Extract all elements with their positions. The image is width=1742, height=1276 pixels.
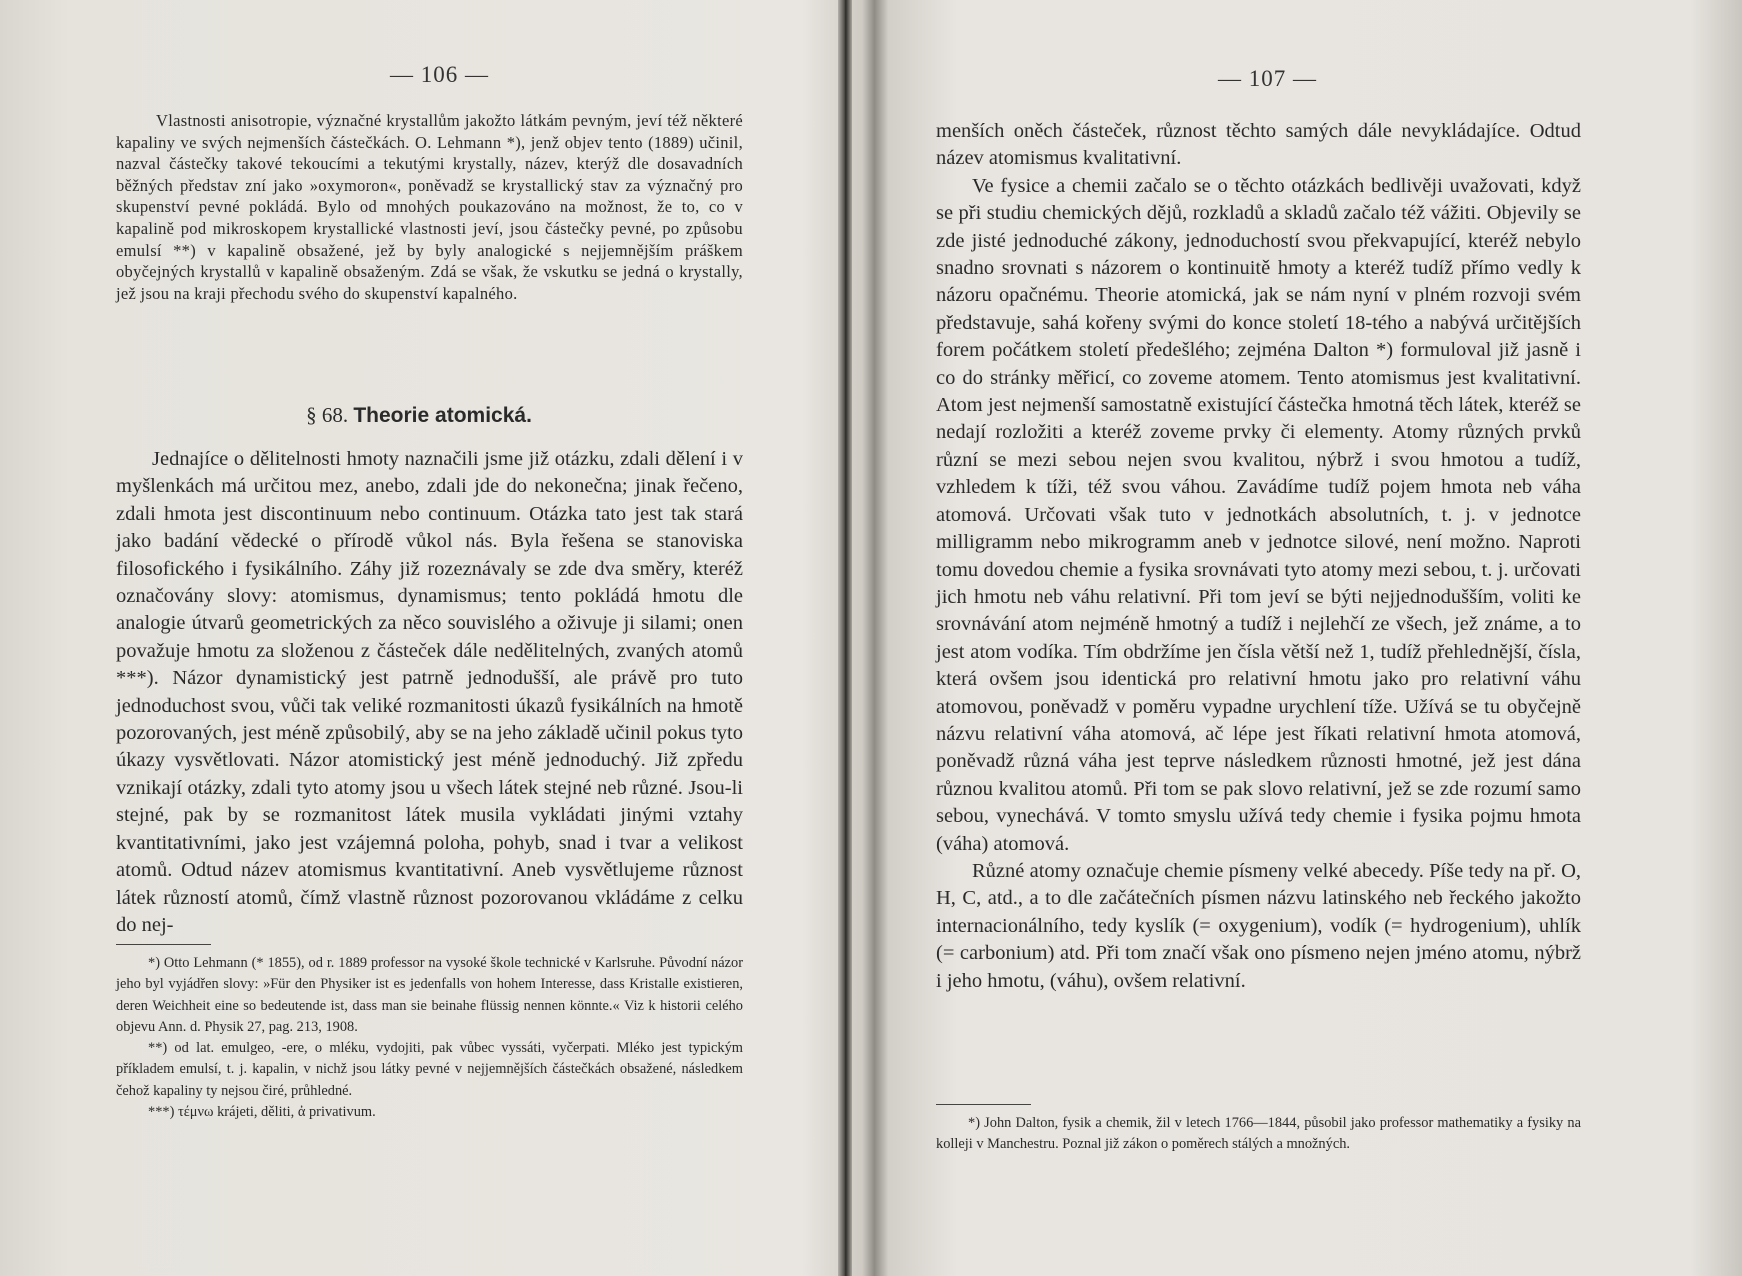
left-page [0, 0, 838, 1276]
footnotes-left [116, 953, 743, 1123]
footnote-dalton: *) John Dalton, fysik a chemik, žil v letech 1766—1844, působil jako professor mathematiky a fysiky na kolleji v Manchestru. Poznal již zákon o poměrech stálých a množných. [936, 1115, 1581, 1153]
paragraph-2: Ve fysice a chemii začalo se o těchto otázkách bedlivěji uvažovati, když se při studiu chemických dějů, rozkladů a skladů začalo též vážiti. Objevily se zde jisté jednoduché zákony, jednoduchostí svou překvapující, kteréž nebylo snadno srovnati s názorem o kontinuitě hmoty a kteréž tudíž přímo vedly k názoru opačnému. Theorie atomická, jak se nám nyní v plném rozvoji svém představuje, sahá kořeny svými do konce století 18-tého a nabývá určitějších forem počátkem století předešlého; zejména Dalton *) formuloval již jasně i co do stránky měřicí, co zoveme atomem. Tento atomismus jest kvalitativní. Atom jest nejmenší samostatně existující částečka hmotná těch látek, kteréž se nedají rozložiti a kteréž zoveme prvky či elementy. Atomy různých prvků různí se mezi sebou nejen svou kvalitou, nýbrž i svou hmotou a tudíž, vzhledem k tíži, též svou váhou. Zavádíme tudíž pojem hmota neb váha atomová. Určovati však tuto v jednotkách absolutních, t. j. v jednotce milligramm nebo mikrogramm aneb v jednotce silové, není možno. Naproti tomu dovedou chemie a fysika srovnávati tyto atomy mezi sebou, t. j. určovati jich hmotu neb váhu relativní. Při tom jeví se býti nejjednodušším, voliti ke srovnávání atom nejméně hmotný a tudíž i nejlehčí ze všech, jež známe, a to jest atom vodíka. Tím obdržíme jen čísla větší než 1, tudíž přehlednější, čísla, která ovšem jsou identická pro relativní hmotu jako pro relativní váhu atomovou, poněvadž v poměru vypadne urychlení tíže. Užívá se tu obyčejně názvu relativní váha atomová, ač lépe jest říkati relativní hmota atomová, poněvadž různá váha jest teprve následkem různosti hmotné, jež jest dána různou kvalitou atomů. Při tom se pak slovo relativní, jež se zde rozumí samo sebou, vynechává. V tomto smyslu užívá tedy chemie i fysika pojmu hmota (váha) atomová. [936, 174, 1581, 855]
footnote-3: ***) τέμνω krájeti, děliti, ἀ privativum. [148, 1104, 376, 1121]
paragraph-3: Různé atomy označuje chemie písmeny velké abecedy. Píše tedy na př. O, H, C, atd., a to dle začátečních písmen názvu latinského neb řeckého jakožto internacionálního, tedy kyslík (= oxygenium), vodík (= hydrogenium), uhlík (= carbonium) atd. Při tom značí však ono písmeno nejen jméno atomu, nýbrž i jeho hmotu, (váhu), ovšem relativní. [936, 859, 1581, 992]
page-number-left: — 106 — [390, 62, 489, 87]
right-text-block [936, 118, 1581, 995]
footnote-rule-right [936, 1104, 1031, 1105]
footnote-2: **) od lat. emulgeo, -ere, o mléku, vydojiti, pak vůbec vyssáti, vyčerpati. Mléko jest typickým příkladem emulsí, t. j. kapalin, v nichž jsou látky pevné v nejjemnějších částečkách obsažené, následkem čehož kapaliny ty nejsou čiré, průhledné. [116, 1040, 743, 1099]
main-paragraph-block [116, 446, 743, 939]
intro-paragraph: Vlastnosti anisotropie, význačné krystallům jakožto látkám pevným, jeví též některé kapaliny ve svých nejmenších částečkách. O. Lehmann *), jenž objev tento (1889) učinil, nazval částečky takové tekoucími a tekutými krystally, název, kterýž dle dosavadních běžných představ zní jako »oxymoron«, poněvadž se krystallický stav za význačný pro skupenství pevné pokládá. Bylo od mnohých poukazováno na možnost, že to, co v kapalině pod mikroskopem krystallické vlastnosti jeví, jsou částečky pevné, po způsobu emulsí **) v kapalině obsažené, jež by byly analogické s nejjemnějším práškem obyčejných krystallů v kapalině obsaženým. Zdá se však, že vskutku se jedná o krystally, jež jsou na kraji přechodu svého do skupenství kapalného. [116, 111, 743, 303]
intro-paragraph-block [116, 110, 743, 304]
continuation-paragraph: menších oněch částeček, různost těchto samých dále nevykládajíce. Odtud název atomismus kvalitativní. [936, 120, 1581, 170]
footnote-1: *) Otto Lehmann (* 1855), od r. 1889 professor na vysoké škole technické v Karlsruhe. Původní názor jeho byl vyjádřen slovy: »Für den Physiker ist es jedenfalls von hohem Interesse, dass Kristalle existieren, deren Weichheit eine so bedeutende ist, dass man sie beinahe flüssig nennen könnte.« Viz k historii celého objevu Ann. d. Physik 27, pag. 213, 1908. [116, 955, 743, 1035]
footnote-rule-left [116, 944, 211, 945]
section-mark: § 68. [306, 403, 349, 427]
main-paragraph: Jednajíce o dělitelnosti hmoty naznačili jsme již otázku, zdali dělení i v myšlenkách má určitou mez, anebo, zdali jde do nekonečna; jinak řečeno, zdali hmota jest discontinuum nebo continuum. Otázka tato jest tak stará jako badání vědecké o přírodě vůkol nás. Byla řešena se stanoviska filosofického i fysikálního. Záhy již rozeznávaly se zde dva směry, kteréž označovány slovy: atomismus, dynamismus; tento pokládá hmotu dle analogie útvarů geometrických za něco souvislého a oživuje ji silami; onen považuje hmotu za složenou z částeček dále nedělitelných, zvaných atomů ***). Názor dynamistický jest patrně jednodušší, ale právě pro tuto jednoduchost svou, vůči tak veliké rozmanitosti úkazů fysikálních na hmotě pozorovaných, jest méně způsobilý, aby se na jeho základě učinil pokus tyto úkazy vysvětlovati. Názor atomistický jest méně jednoduchý. Již zpředu vznikají otázky, zdali tyto atomy jsou u všech látek stejné neb různé. Jsou-li stejné, pak by se rozmanitost látek musila vykládati jinými vztahy kvantitativními, jako jest vzájemná poloha, pohyb, snad i tvar a velikost atomů. Odtud název atomismus kvantitativní. Aneb vysvětlujeme různost látek růzností atomů, čímž vlastně různost pozorovanou vkládáme z celku do nej- [116, 448, 743, 936]
book-gutter [838, 0, 852, 1276]
section-heading [0, 403, 838, 428]
right-page [852, 0, 1742, 1276]
footnotes-right [936, 1113, 1581, 1156]
page-number-right: — 107 — [1218, 66, 1317, 91]
section-title: Theorie atomická. [353, 404, 532, 427]
